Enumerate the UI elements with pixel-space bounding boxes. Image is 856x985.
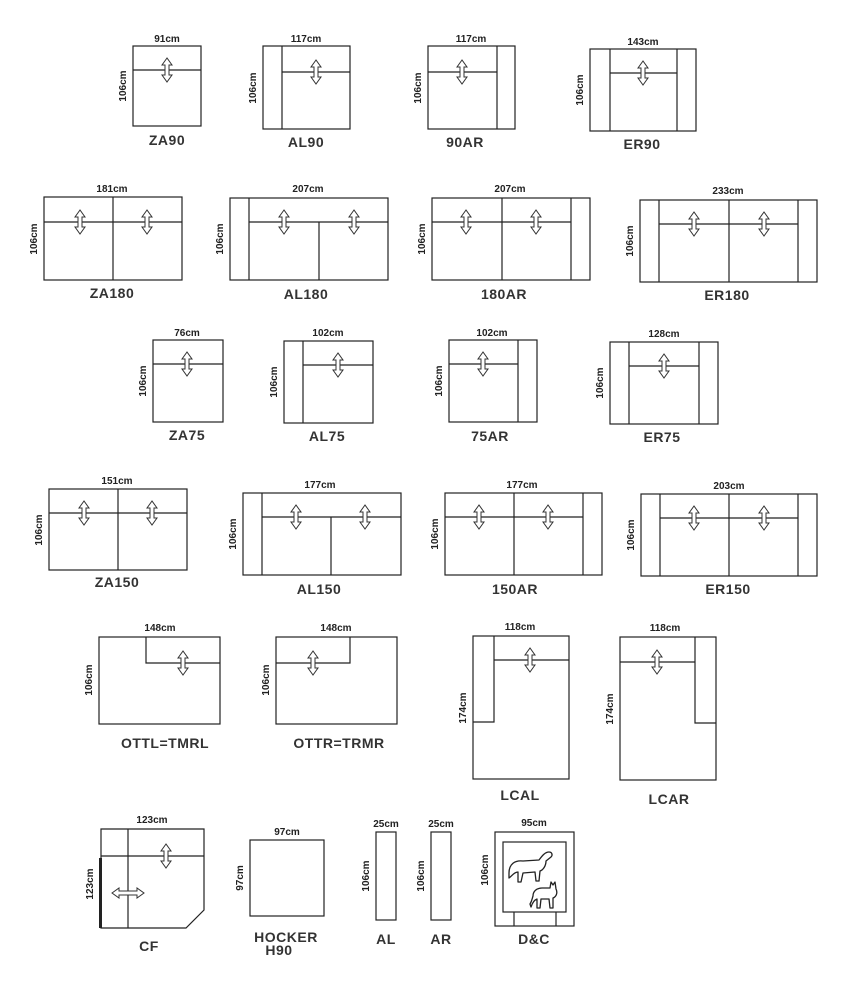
cat-icon xyxy=(530,882,557,908)
module-name: ZA75 xyxy=(168,427,206,443)
module-er90 xyxy=(575,37,696,152)
width-label: 207cm xyxy=(494,184,526,195)
depth-label: 106cm xyxy=(248,72,259,104)
depth-label: 106cm xyxy=(269,366,280,398)
module-er150 xyxy=(626,481,817,597)
width-label: 143cm xyxy=(627,37,659,48)
depth-label: 106cm xyxy=(84,664,95,696)
module-name: D&C xyxy=(518,931,550,947)
width-label: 177cm xyxy=(304,480,336,491)
module-er180 xyxy=(625,186,817,303)
module-name: LCAL xyxy=(500,787,540,803)
depth-label: 123cm xyxy=(85,868,96,900)
width-label: 118cm xyxy=(649,623,681,634)
width-label: 181cm xyxy=(96,184,128,195)
depth-label: 106cm xyxy=(228,518,239,550)
module-za75 xyxy=(138,328,223,443)
width-label: 97cm xyxy=(274,827,300,838)
module-hocker xyxy=(235,827,324,958)
module-cf xyxy=(85,815,204,954)
module-name: AL75 xyxy=(308,428,346,444)
module-al90 xyxy=(248,34,350,150)
module-name: AL180 xyxy=(283,286,329,302)
module-180ar xyxy=(417,184,590,302)
module-dc xyxy=(480,818,574,947)
width-label: 233cm xyxy=(712,186,744,197)
module-150ar xyxy=(430,480,602,597)
module-al150 xyxy=(228,480,401,597)
module-name: CF xyxy=(139,938,159,954)
module-ottl xyxy=(84,623,220,751)
module-za90 xyxy=(118,34,201,148)
module-lcal xyxy=(458,622,569,803)
width-label: 117cm xyxy=(455,34,487,45)
width-label: 128cm xyxy=(648,329,680,340)
width-label: 102cm xyxy=(476,328,508,339)
width-label: 25cm xyxy=(428,819,454,830)
width-label: 148cm xyxy=(320,623,352,634)
depth-label: 174cm xyxy=(458,692,469,724)
module-al75 xyxy=(269,328,373,444)
width-label: 203cm xyxy=(713,481,745,492)
depth-label: 106cm xyxy=(480,854,491,886)
module-za150 xyxy=(34,476,187,590)
depth-label: 106cm xyxy=(625,225,636,257)
module-name: ZA150 xyxy=(94,574,140,590)
module-name: ZA90 xyxy=(148,132,186,148)
module-name: ZA180 xyxy=(89,285,135,301)
width-label: 177cm xyxy=(506,480,538,491)
module-al xyxy=(361,819,399,947)
width-label: 207cm xyxy=(292,184,324,195)
width-label: 148cm xyxy=(144,623,176,634)
width-label: 118cm xyxy=(504,622,536,633)
depth-label: 106cm xyxy=(430,518,441,550)
module-name: 150AR xyxy=(491,581,539,597)
module-name: AL150 xyxy=(296,581,342,597)
depth-label: 106cm xyxy=(118,70,129,102)
module-name: 75AR xyxy=(471,428,509,444)
module-ottr xyxy=(261,623,397,751)
width-label: 76cm xyxy=(174,328,200,339)
module-name: HOCKER xyxy=(254,929,318,945)
module-name: AL90 xyxy=(287,134,325,150)
module-za180 xyxy=(29,184,182,301)
width-label: 95cm xyxy=(521,818,547,829)
module-90ar xyxy=(413,34,515,150)
module-er75 xyxy=(595,329,718,445)
module-name: LCAR xyxy=(648,791,690,807)
width-label: 91cm xyxy=(154,34,180,45)
depth-label: 174cm xyxy=(605,693,616,725)
depth-label: 106cm xyxy=(34,514,45,546)
depth-label: 106cm xyxy=(261,664,272,696)
depth-label: 106cm xyxy=(626,519,637,551)
depth-label: 106cm xyxy=(215,223,226,255)
depth-label: 106cm xyxy=(413,72,424,104)
module-name: 90AR xyxy=(446,134,484,150)
module-ar xyxy=(416,819,454,947)
depth-label: 106cm xyxy=(138,365,149,397)
width-label: 123cm xyxy=(136,815,168,826)
module-name: ER90 xyxy=(623,136,661,152)
module-name: OTTR=TRMR xyxy=(293,735,385,751)
module-name: 180AR xyxy=(480,286,528,302)
width-label: 117cm xyxy=(290,34,322,45)
module-75ar xyxy=(434,328,537,444)
depth-label: 106cm xyxy=(575,74,586,106)
module-name: AL xyxy=(376,931,396,947)
dog-icon xyxy=(509,852,552,882)
module-name: OTTL=TMRL xyxy=(120,735,210,751)
width-label: 102cm xyxy=(312,328,344,339)
module-name: ER180 xyxy=(704,287,750,303)
module-name: AR xyxy=(430,931,452,947)
depth-label: 106cm xyxy=(416,860,427,892)
depth-label: 106cm xyxy=(595,367,606,399)
depth-label: 106cm xyxy=(361,860,372,892)
depth-label: 97cm xyxy=(235,865,246,891)
width-label: 151cm xyxy=(101,476,133,487)
module-name: ER150 xyxy=(705,581,751,597)
depth-label: 106cm xyxy=(29,223,40,255)
depth-label: 106cm xyxy=(434,365,445,397)
module-lcar xyxy=(605,623,716,807)
depth-label: 106cm xyxy=(417,223,428,255)
module-name-secondary: H90 xyxy=(265,942,293,958)
module-name: ER75 xyxy=(643,429,681,445)
width-label: 25cm xyxy=(373,819,399,830)
module-al180 xyxy=(215,184,388,302)
